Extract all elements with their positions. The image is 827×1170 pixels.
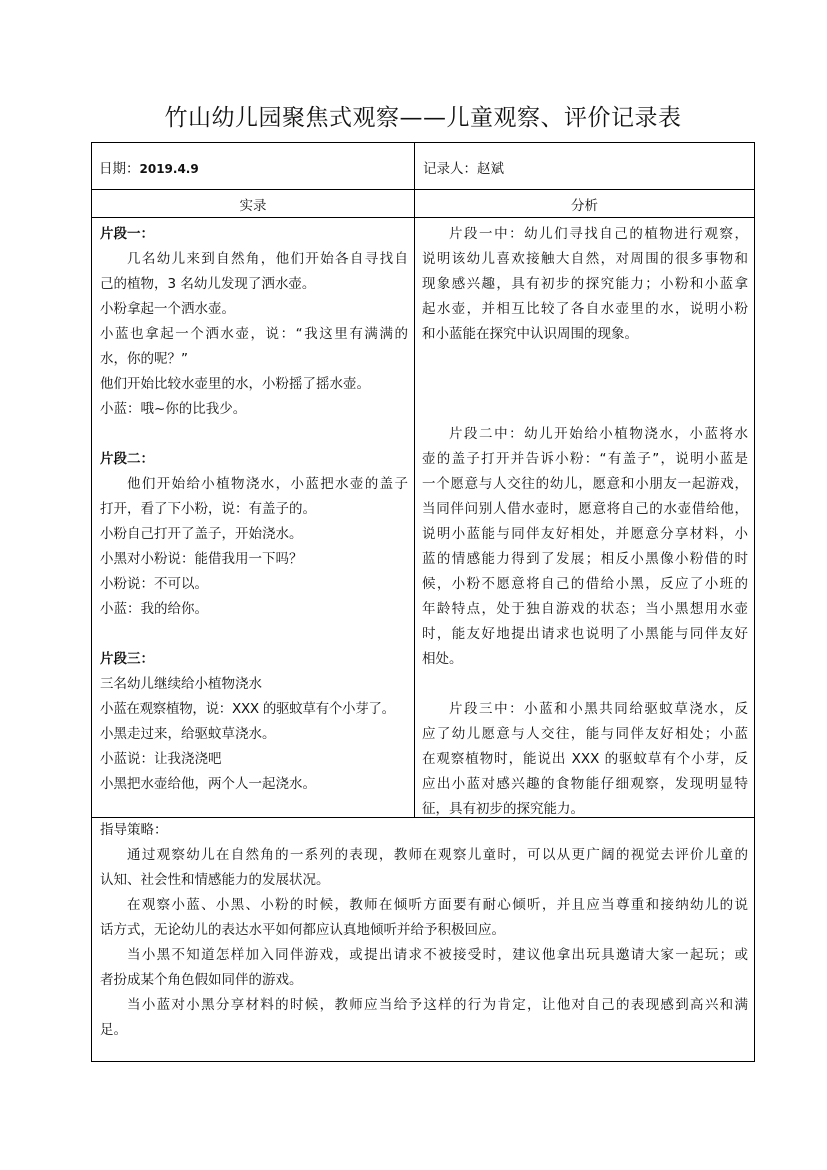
analysis-line: 一个愿意与人交往的幼儿，愿意和小朋友一起游戏， xyxy=(422,476,748,492)
row-divider xyxy=(92,217,754,218)
analysis-line: 片段三中：小蓝和小黑共同给驱蚊草浇水，反 xyxy=(449,701,748,717)
analysis-line: 征，具有初步的探究能力。 xyxy=(422,801,584,817)
record-line: 小粉说：不可以。 xyxy=(100,576,208,592)
record-line: 己的植物，3 名幼儿发现了洒水壶。 xyxy=(100,276,316,292)
analysis-line: 时，能友好地提出请求也说明了小黑能与同伴友好 xyxy=(422,626,748,642)
record-line: 打开，看了下小粉，说：有盖子的。 xyxy=(100,501,316,517)
analysis-line: 片段一中：幼儿们寻找自己的植物进行观察， xyxy=(449,226,748,242)
analysis-header: 分析 xyxy=(571,198,598,214)
analysis-line: 壶的盖子打开并告诉小粉：“有盖子”，说明小蓝是 xyxy=(422,451,748,467)
record-line: 小蓝在观察植物，说：XXX 的驱蚊草有个小芽了。 xyxy=(100,701,395,717)
record-line: 他们开始给小植物浇水，小蓝把水壶的盖子 xyxy=(127,476,408,492)
analysis-line xyxy=(422,347,748,372)
date-cell xyxy=(99,157,199,177)
analysis-content xyxy=(422,222,748,822)
record-line: 小黑对小粉说：能借我用一下吗？ xyxy=(100,551,303,567)
record-line xyxy=(100,622,408,647)
record-line: 小黑把水壶给他，两个人一起浇水。 xyxy=(100,776,316,792)
record-line: 三名幼儿继续给小植物浇水 xyxy=(100,676,262,692)
record-line: 几名幼儿来到自然角，他们开始各自寻找自 xyxy=(127,251,408,267)
date-value: 2019.4.9 xyxy=(139,162,199,176)
analysis-line: 和小蓝能在探究中认识周围的现象。 xyxy=(422,326,638,342)
analysis-line: 说明小蓝能与同伴友好相处，并愿意分享材料，小 xyxy=(422,526,748,542)
recorder-cell xyxy=(423,157,504,177)
page-title: 竹山幼儿园聚焦式观察——儿童观察、评价记录表 xyxy=(164,105,682,131)
record-line: 小黑走过来，给驱蚊草浇水。 xyxy=(100,726,276,742)
date-label: 日期： xyxy=(99,161,140,177)
strategy-line: 足。 xyxy=(100,1022,127,1038)
record-line: 片段一： xyxy=(100,226,154,242)
record-line: 小蓝也拿起一个洒水壶，说：“我这里有满满的 xyxy=(100,326,408,342)
record-table xyxy=(91,142,755,1062)
analysis-line: 蓝的情感能力得到了发展；相反小黑像小粉借的时 xyxy=(422,551,748,567)
record-line: 片段三： xyxy=(100,651,154,667)
row-divider xyxy=(92,189,754,190)
record-line: 水，你的呢？” xyxy=(100,351,188,367)
analysis-line xyxy=(422,397,748,422)
analysis-line xyxy=(422,372,748,397)
strategy-line: 指导策略： xyxy=(100,822,168,838)
record-line xyxy=(100,422,408,447)
analysis-line: 片段二中：幼儿开始给小植物浇水，小蓝将水 xyxy=(449,426,748,442)
analysis-line: 在观察植物时，能说出 XXX 的驱蚊草有个小芽，反 xyxy=(422,751,748,767)
analysis-line: 相处。 xyxy=(422,651,463,667)
strategy-line: 认知、社会性和情感能力的发展状况。 xyxy=(100,872,330,888)
strategy-line: 话方式，无论幼儿的表达水平如何都应认真地倾听并给予积极回应。 xyxy=(100,922,505,938)
recorder-label: 记录人： xyxy=(423,161,477,177)
recorder-value: 赵斌 xyxy=(477,161,504,177)
record-line: 他们开始比较水壶里的水，小粉摇了摇水壶。 xyxy=(100,376,370,392)
analysis-line: 应出小蓝对感兴趣的食物能仔细观察，发现明显特 xyxy=(422,776,748,792)
analysis-line: 说明该幼儿喜欢接触大自然，对周围的很多事物和 xyxy=(422,251,748,267)
analysis-line: 年龄特点，处于独自游戏的状态；当小黑想用水壶 xyxy=(422,601,748,617)
strategy-line: 当小蓝对小黑分享材料的时候，教师应当给予这样的行为肯定，让他对自己的表现感到高兴和满 xyxy=(127,997,748,1013)
record-line: 小蓝：哦~你的比我少。 xyxy=(100,401,247,417)
record-content xyxy=(100,222,408,797)
analysis-line: 起水壶，并相互比较了各自水壶里的水，说明小粉 xyxy=(422,301,748,317)
strategy-line: 通过观察幼儿在自然角的一系列的表现，教师在观察儿童时，可以从更广阔的视觉去评价儿童的 xyxy=(127,847,748,863)
strategy-line: 当小黑不知道怎样加入同伴游戏，或提出请求不被接受时，建议他拿出玩具邀请大家一起玩；或 xyxy=(127,947,748,963)
strategy-line: 者扮成某个角色假如同伴的游戏。 xyxy=(100,972,303,988)
analysis-line: 当同伴问别人借水壶时，愿意将自己的水壶借给他， xyxy=(422,501,748,517)
column-divider xyxy=(414,143,415,817)
strategy-content xyxy=(100,818,748,1043)
record-line: 片段二： xyxy=(100,451,154,467)
analysis-line: 候，小粉不愿意将自己的借给小黑，反应了小班的 xyxy=(422,576,748,592)
record-line: 小粉拿起一个洒水壶。 xyxy=(100,301,235,317)
record-line: 小粉自己打开了盖子，开始浇水。 xyxy=(100,526,303,542)
analysis-line xyxy=(422,672,748,697)
record-header: 实录 xyxy=(239,198,267,214)
analysis-line: 应了幼儿愿意与人交往，能与同伴友好相处；小蓝 xyxy=(422,726,748,742)
analysis-line: 现象感兴趣，具有初步的探究能力；小粉和小蓝拿 xyxy=(422,276,748,292)
strategy-line: 在观察小蓝、小黑、小粉的时候，教师在倾听方面要有耐心倾听，并且应当尊重和接纳幼儿的说 xyxy=(127,897,748,913)
record-line: 小蓝：我的给你。 xyxy=(100,601,208,617)
record-line: 小蓝说：让我浇浇吧 xyxy=(100,751,222,767)
